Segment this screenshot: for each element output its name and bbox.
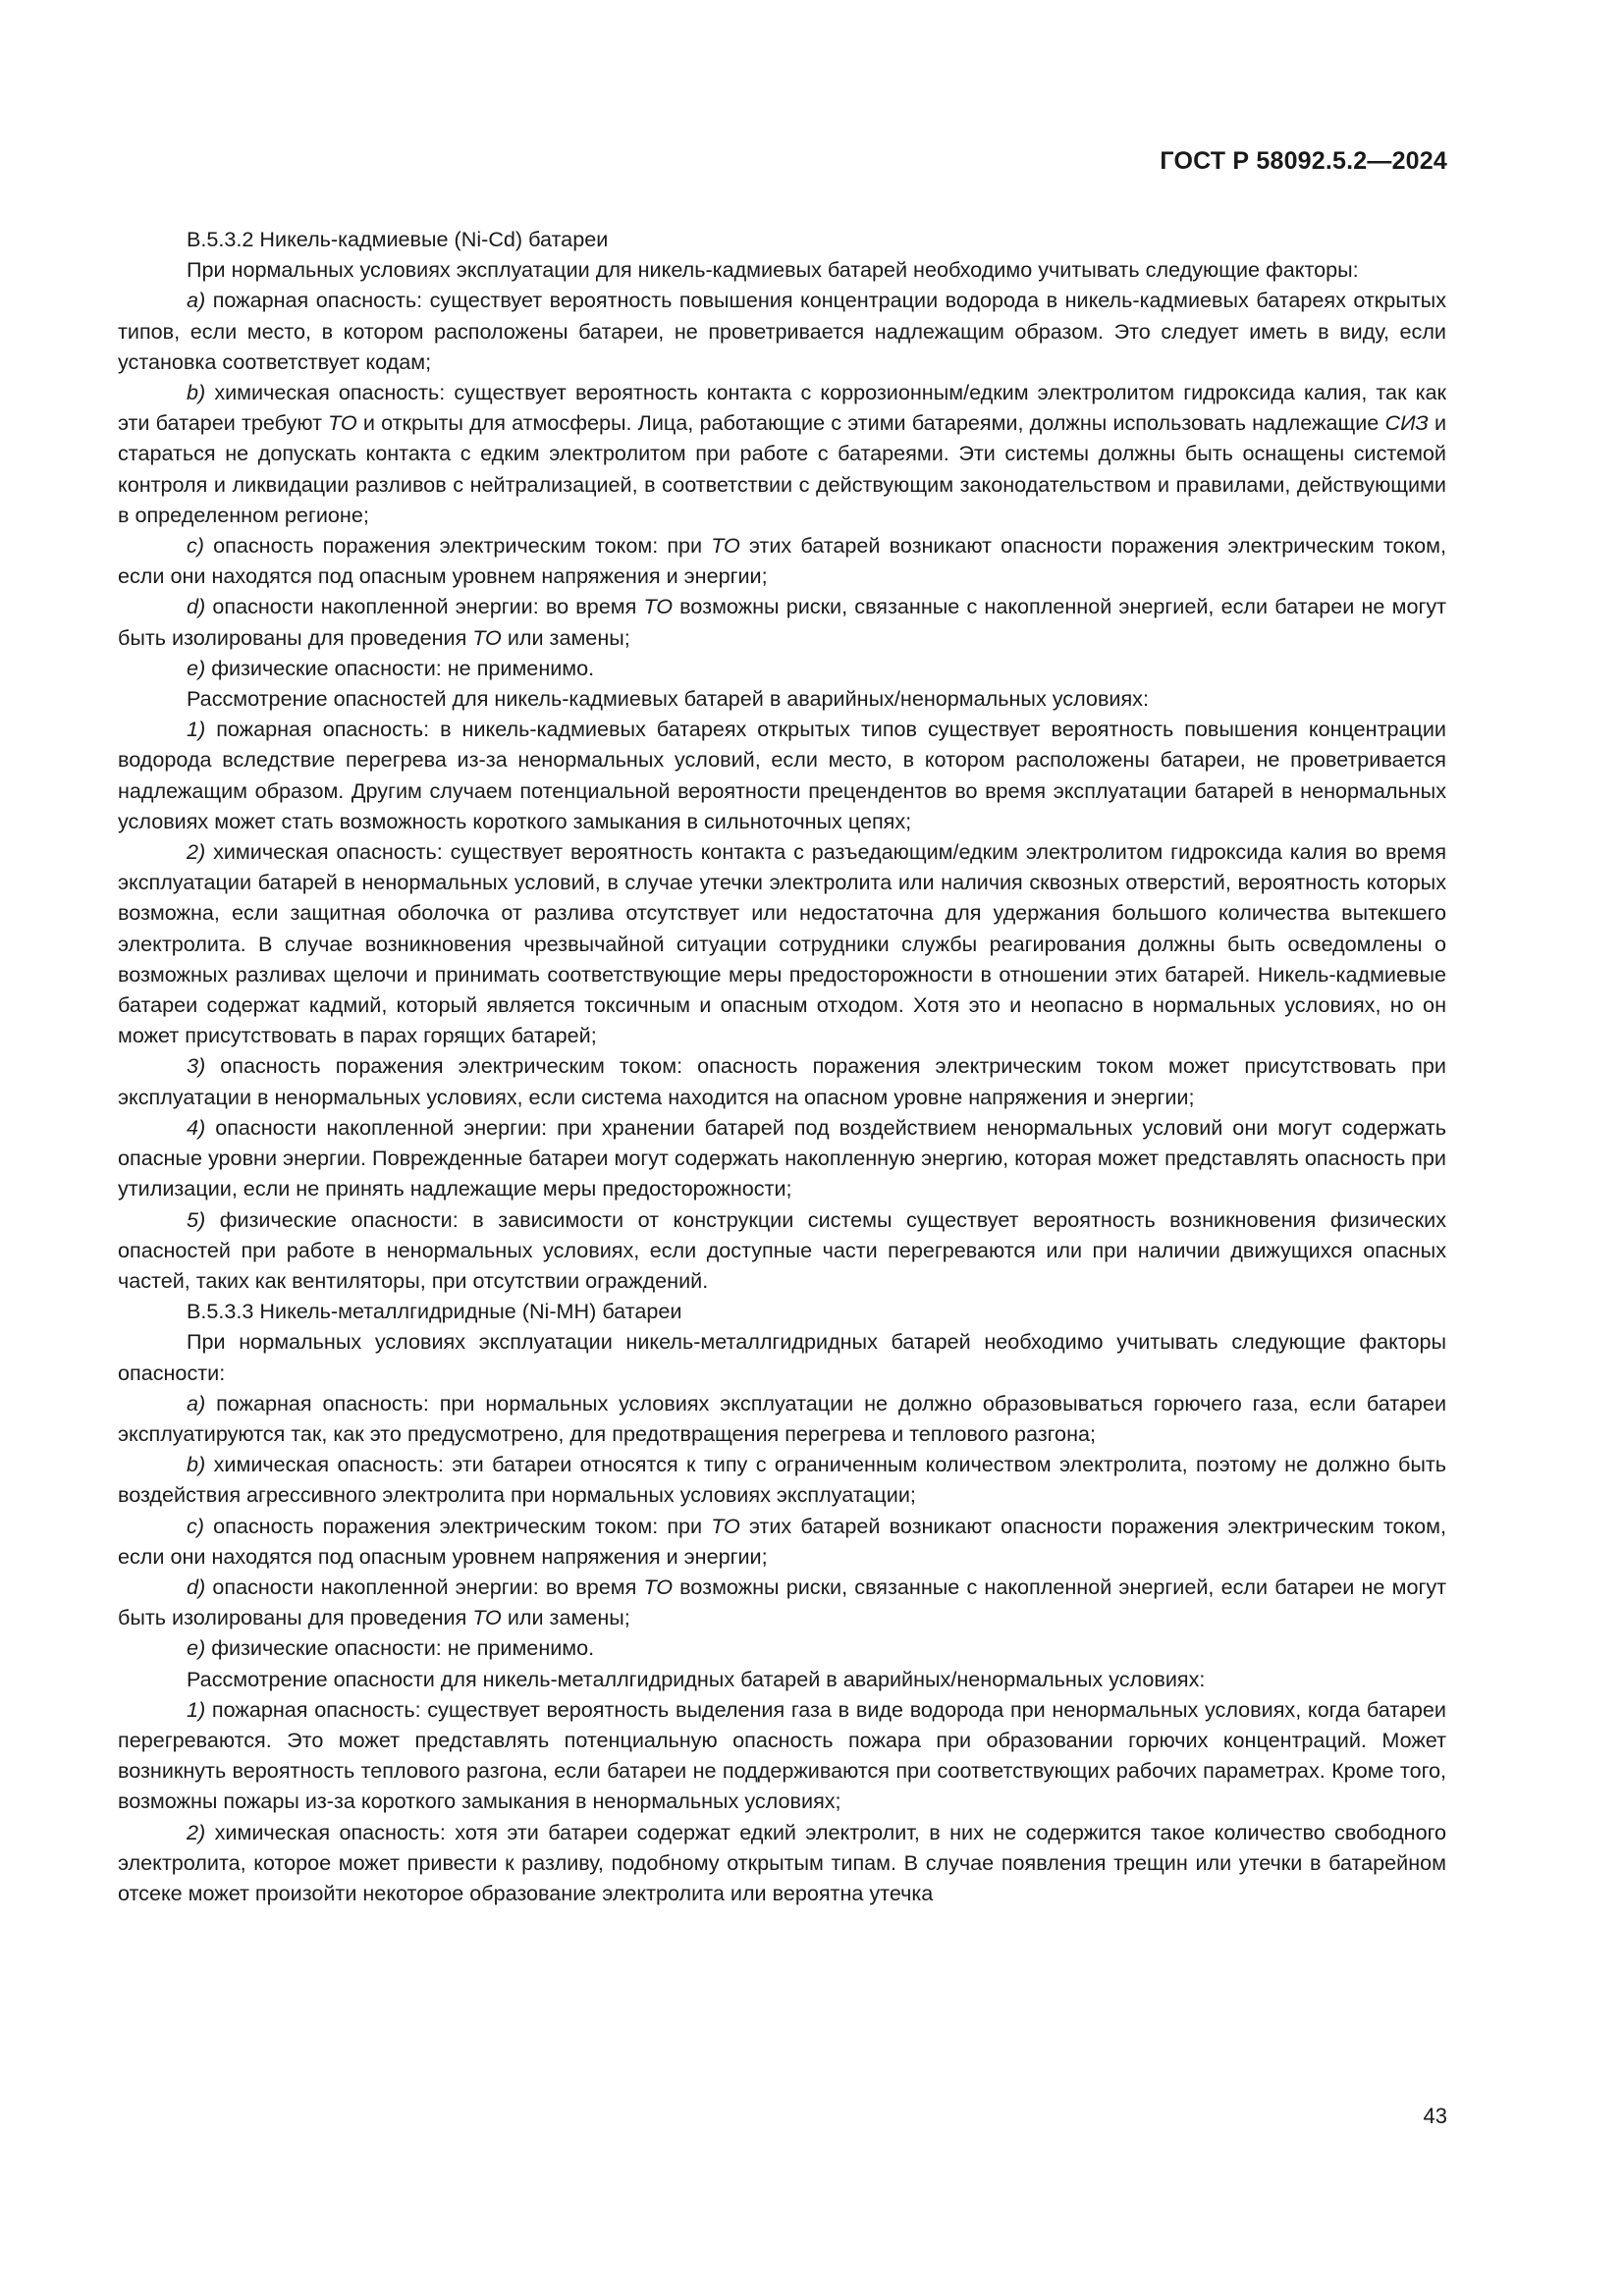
section-heading: В.5.3.3 Никель-металлгидридные (Ni-MH) батареи [187,1299,682,1324]
section-heading: В.5.3.2 Никель-кадмиевые (Ni-Cd) батареи [187,227,609,251]
list-item: c) опасность поражения электрическим током: при ТО этих батарей возникают опасности поражения электрическим током, если они находятся под опасным уровнем напряжения и энергии; [118,533,1447,589]
list-item: d) опасности накопленной энергии: во время ТО возможны риски, связанные с накопленной энергией, если батареи не могут быть изолированы для проведения ТО или замены; [118,1574,1447,1630]
list-item: 3) опасность поражения электрическим током: опасность поражения электрическим током может присутствовать при эксплуатации в ненормальных условиях, если система находится на опасном уровне напряжения и энергии; [118,1053,1446,1109]
paragraph: При нормальных условиях эксплуатации никель-металлгидридных батарей необходимо учитывать следующие факторы опасности: [118,1329,1446,1385]
list-item: 1) пожарная опасность: существует вероятность выделения газа в виде водорода при ненормальных условиях, когда батареи перегреваются. Это может представлять потенциальную опасность пожара при образовании горючих концентраций. Может возникнуть вероятность теплового разгона, если батареи не поддерживаются при соответствующих рабочих параметрах. Кроме того, возможны пожары из-за короткого замыкания в ненормальных условиях; [118,1696,1446,1814]
list-item: 2) химическая опасность: хотя эти батареи содержат едкий электролит, в них не содержится такое количество свободного электролита, которое может привести к разливу, подобному открытым типам. В случае появления трещин или утечки в батарейном отсеке может произойти некоторое образование электролита или вероятна утечка [118,1819,1447,1905]
standard-header: ГОСТ Р 58092.5.2—2024 [1160,147,1447,175]
document-body [118,224,1446,1908]
paragraph: При нормальных условиях эксплуатации для никель-кадмиевых батарей необходимо учитывать следующие факторы: [187,257,1359,283]
list-item: c) опасность поражения электрическим током: при ТО этих батарей возникают опасности поражения электрическим током, если они находятся под опасным уровнем напряжения и энергии; [118,1513,1447,1569]
list-item: e) физические опасности: не применимо. [187,655,595,680]
list-item: 2) химическая опасность: существует вероятность контакта с разъедающим/едким электролитом гидроксида калия во время эксплуатации батарей в ненормальных условий, в случае утечки электролита или наличия сквозных отверстий, вероятность которых возможна, если защитная оболочка от разлива отсутствует или недостаточна для удержания большого количества вытекшего электролита. В случае возникновения чрезвычайной ситуации сотрудники службы реагирования должны быть осведомлены о возможных разливах щелочи и принимать соответствующие меры предосторожности в отношении этих батарей. Никель-кадмиевые батареи содержат кадмий, который является токсичным и опасным отходом. Хотя это и неопасно в нормальных условиях, но он может присутствовать в парах горящих батарей; [118,839,1447,1048]
paragraph: Рассмотрение опасностей для никель-кадмиевых батарей в аварийных/ненормальных условиях: [187,686,1149,712]
paragraph: Рассмотрение опасности для никель-металлгидридных батарей в аварийных/ненормальных условиях: [187,1666,1206,1691]
list-item: d) опасности накопленной энергии: во время ТО возможны риски, связанные с накопленной энергией, если батареи не могут быть изолированы для проведения ТО или замены; [118,594,1447,650]
page-number: 43 [1423,2104,1447,2128]
list-item: b) химическая опасность: эти батареи относятся к типу с ограниченным количеством электролита, поэтому не должно быть воздействия агрессивного электролита при нормальных условиях эксплуатации; [118,1452,1447,1508]
list-item: b) химическая опасность: существует вероятность контакта с коррозионным/едким электролитом гидроксида калия, так как эти батареи требуют ТО и открыты для атмосферы. Лица, работающие с этими батареями, должны использовать надлежащие СИЗ и стараться не допускать контакта с едким электролитом при работе с батареями. Эти системы должны быть оснащены системой контроля и ликвидации разливов с нейтрализацией, в соответствии с действующим законодательством и правилами, действующими в определенном регионе; [118,380,1447,527]
list-item: 5) физические опасности: в зависимости от конструкции системы существует вероятность возникновения физических опасностей при работе в ненормальных условиях, если доступные части перегреваются или при наличии движущихся опасных частей, таких как вентиляторы, при отсутствии ограждений. [118,1206,1447,1293]
list-item: 1) пожарная опасность: в никель-кадмиевых батареях открытых типов существует вероятность повышения концентрации водорода вследствие перегрева из-за ненормальных условий, если место, в котором расположены батареи, не проветривается надлежащим образом. Другим случаем потенциальной вероятности прецендентов во время эксплуатации батарей в ненормальных условиях может стать возможность короткого замыкания в сильноточных цепях; [118,717,1446,833]
list-item: e) физические опасности: не применимо. [187,1635,595,1661]
list-item: a) пожарная опасность: существует вероятность повышения концентрации водорода в никель-кадмиевых батареях открытых типов, если место, в котором расположены батареи, не проветривается надлежащим образом. Это следует иметь в виду, если установка соответствует кодам; [118,288,1446,374]
list-item: a) пожарная опасность: при нормальных условиях эксплуатации не должно образовываться горючего газа, если батареи эксплуатируются так, как это предусмотрено, для предотвращения перегрева и теплового разгона; [118,1390,1447,1446]
list-item: 4) опасности накопленной энергии: при хранении батарей под воздействием ненормальных условий они могут содержать опасные уровни энергии. Поврежденные батареи могут содержать накопленную энергию, которая может представлять опасность при утилизации, если не принять надлежащие меры предосторожности; [118,1114,1446,1201]
